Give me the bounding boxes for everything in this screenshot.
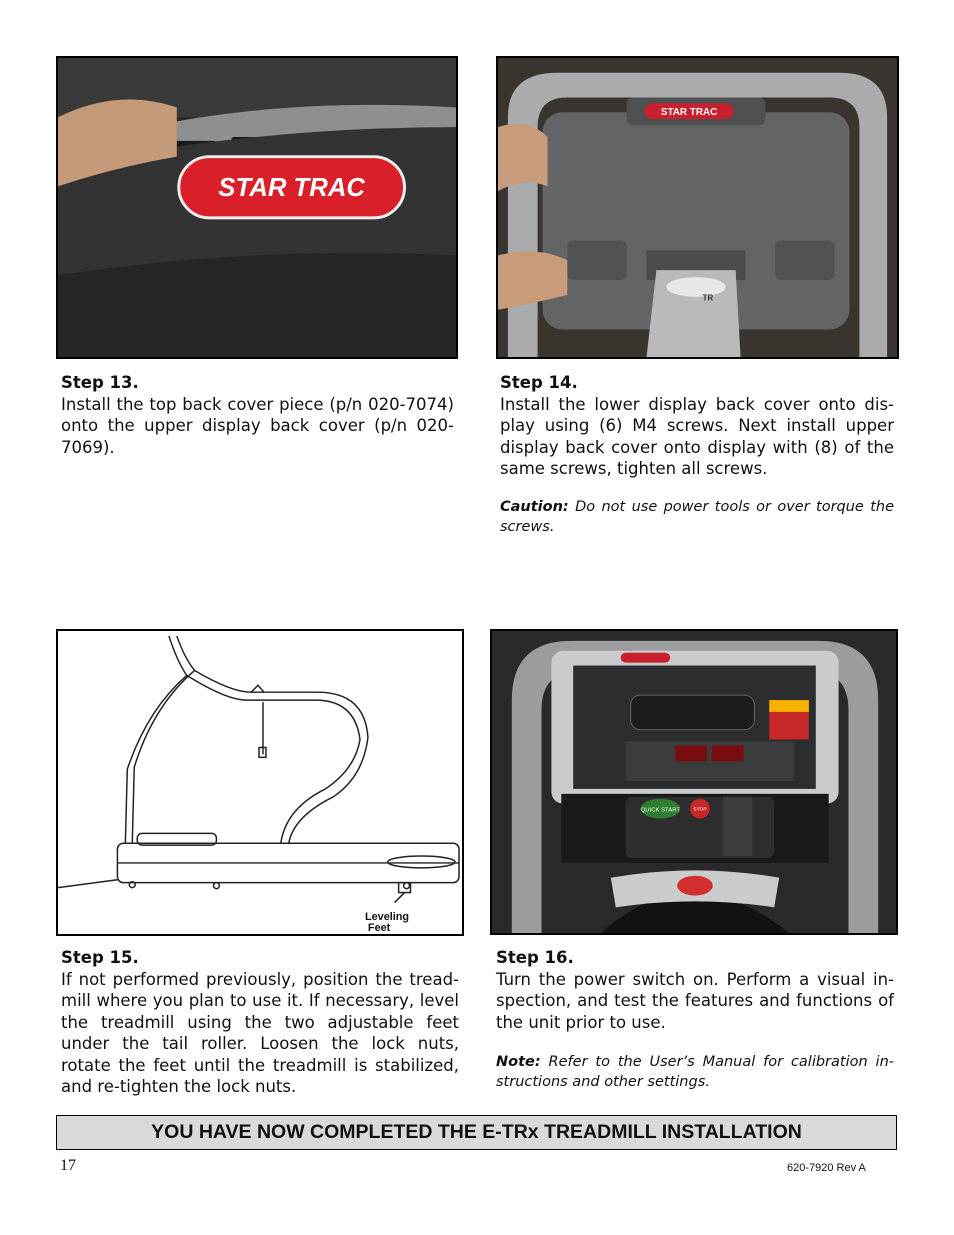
- caution-label: Caution:: [500, 499, 569, 515]
- step-16: [496, 947, 894, 1033]
- step-13-title: Step 13.: [61, 373, 139, 392]
- step-14: [500, 372, 894, 480]
- note-text: Refer to the User’s Manual for calibration in-structions and other settings.: [496, 1054, 894, 1090]
- step-16-note: [496, 1052, 894, 1092]
- step-13-body: Install the top back cover piece (p/n 020-7074) onto the upper display back cover (p/n 020-7069).: [61, 394, 454, 457]
- step-15-body: If not performed previously, position the tread-mill where you plan to use it. If necessary, level the treadmill using the two adjustable feet under the tail roller. Loosen the lock nuts, rotate the feet until the treadmill is stabilized, and re-tighten the lock nuts.: [61, 969, 459, 1096]
- photo-top-back-cover: [56, 56, 458, 359]
- caution-text: Do not use power tools or over torque the screws.: [500, 499, 894, 535]
- step-14-body: Install the lower display back cover onto dis-play using (6) M4 screws. Next install upper display back cover onto display with (8) of the same screws, tighten all screws.: [500, 394, 894, 478]
- leveling-label-1: Leveling: [364, 911, 410, 924]
- note-label: Note:: [496, 1054, 541, 1070]
- step-14-title: Step 14.: [500, 373, 578, 392]
- document-number: 620-7920 Rev A: [787, 1162, 866, 1174]
- completion-banner: YOU HAVE NOW COMPLETED THE E-TRx TREADMILL INSTALLATION: [56, 1115, 897, 1150]
- step-16-title: Step 16.: [496, 948, 574, 967]
- step-13: [61, 372, 454, 458]
- photo1-logo-text: STAR TRAC: [218, 174, 366, 203]
- photo2-tr-badge: TR: [702, 293, 714, 303]
- photo-console: [490, 629, 898, 935]
- diagram-treadmill-leveling: [56, 629, 464, 936]
- step-15-title: Step 15.: [61, 948, 139, 967]
- step-14-caution: [500, 497, 894, 537]
- stop-label: STOP: [693, 807, 707, 813]
- step-16-body: Turn the power switch on. Perform a visual in-spection, and test the features and functions of the unit prior to use.: [496, 969, 894, 1032]
- photo2-logo-text: STAR TRAC: [660, 107, 718, 119]
- leveling-label-2: Feet: [367, 922, 391, 934]
- step-15: [61, 947, 459, 1098]
- page-number: 17: [60, 1157, 76, 1174]
- photo-display-back-cover: [496, 56, 899, 359]
- quick-start-label: QUICK START: [640, 807, 680, 814]
